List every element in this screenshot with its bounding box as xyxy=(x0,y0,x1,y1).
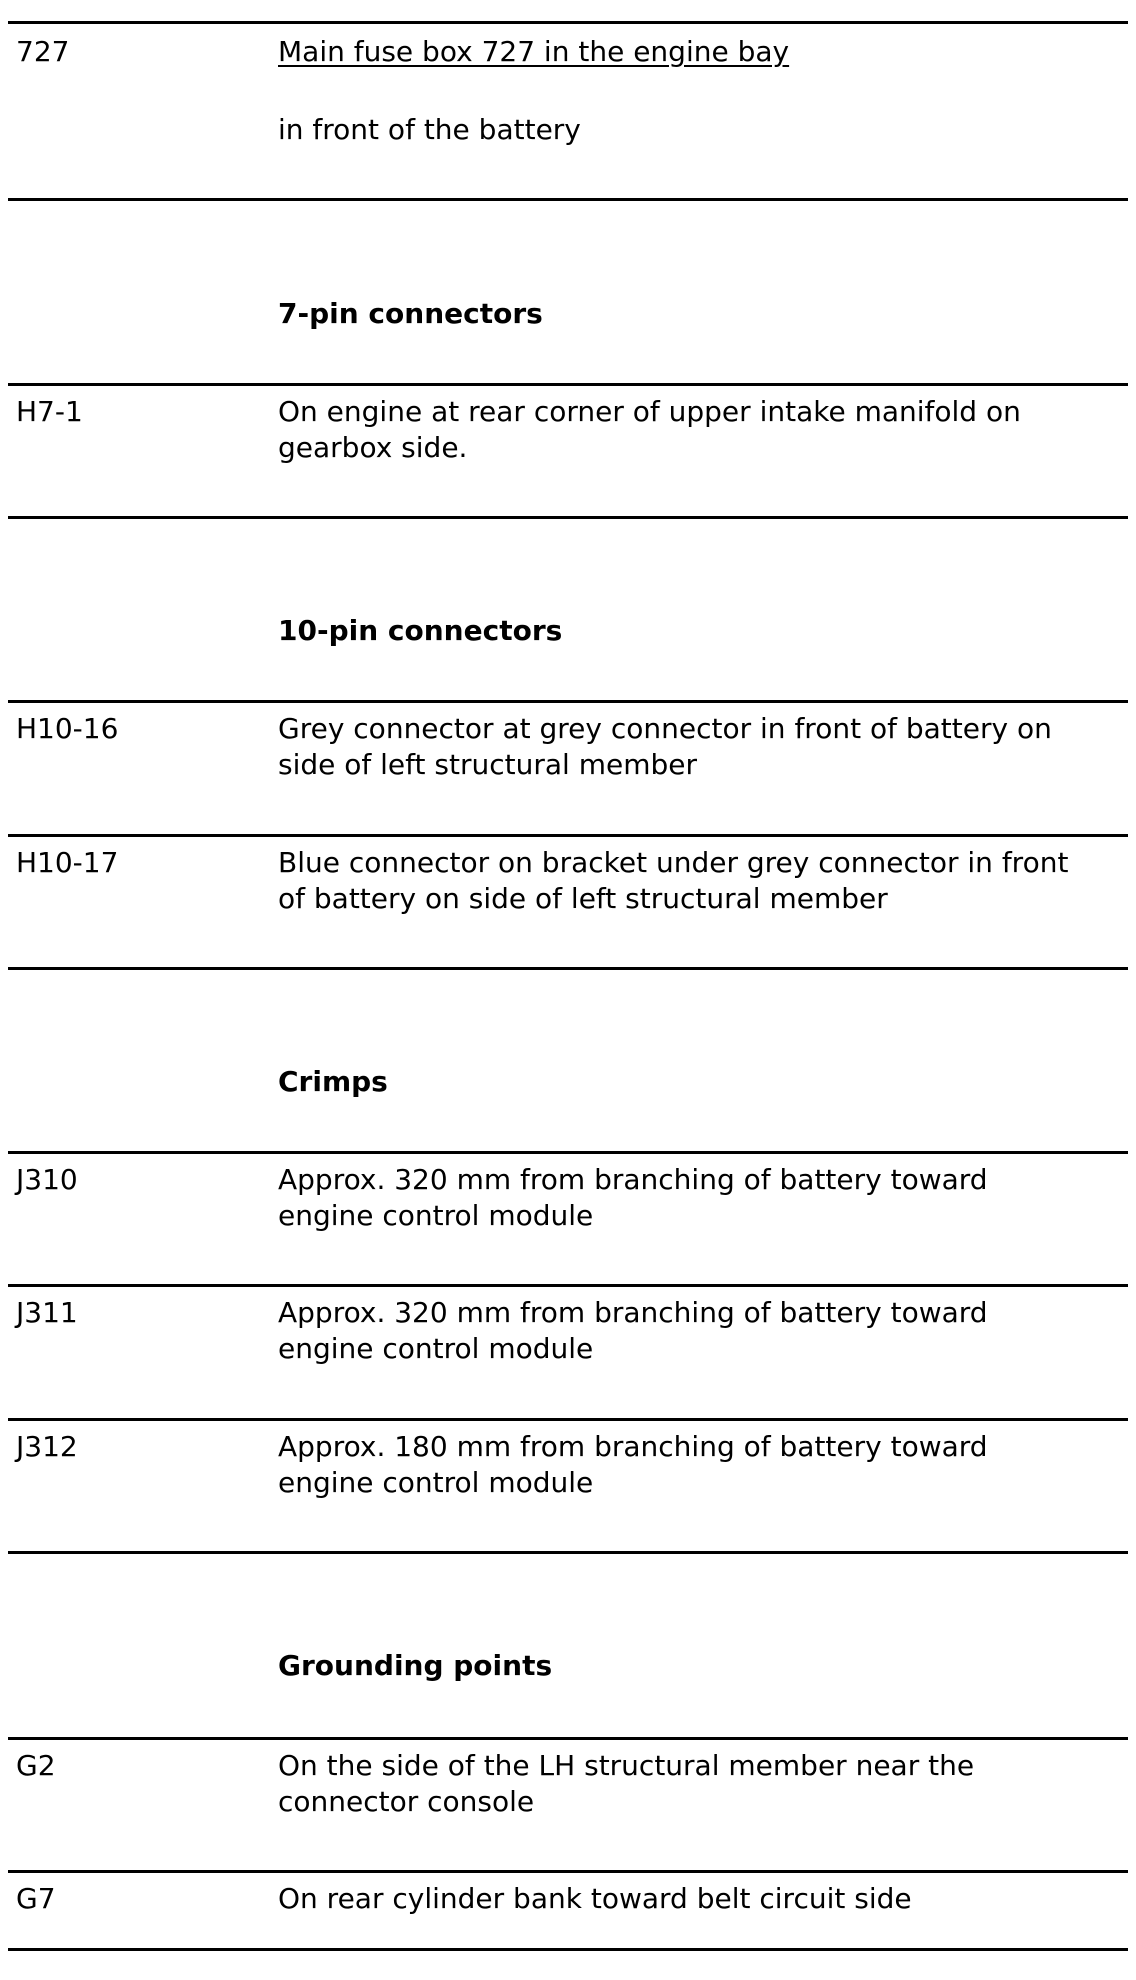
entry-desc-j310-line2: engine control module xyxy=(278,1199,594,1232)
divider-rule xyxy=(8,967,1128,970)
divider-rule xyxy=(8,1551,1128,1554)
divider-rule xyxy=(8,1870,1128,1873)
entry-desc-j311-line2: engine control module xyxy=(278,1332,594,1365)
section-heading-grounding: Grounding points xyxy=(278,1649,553,1682)
entry-desc-g2-line1: On the side of the LH structural member near the xyxy=(278,1749,975,1782)
divider-rule xyxy=(8,198,1128,201)
entry-code-h7-1: H7-1 xyxy=(16,395,83,428)
entry-desc-h7-1-line2: gearbox side. xyxy=(278,431,468,464)
entry-code-j310: J310 xyxy=(16,1163,78,1196)
section-heading-7-pin: 7-pin connectors xyxy=(278,297,543,330)
entry-code-g2: G2 xyxy=(16,1749,56,1782)
entry-desc-h10-17-line1: Blue connector on bracket under grey connector in front xyxy=(278,846,1069,879)
entry-desc-j312-line2: engine control module xyxy=(278,1466,594,1499)
section-heading-10-pin: 10-pin connectors xyxy=(278,614,563,647)
divider-rule xyxy=(8,1948,1128,1951)
entry-code-h10-17: H10-17 xyxy=(16,846,119,879)
divider-rule xyxy=(8,1151,1128,1154)
entry-desc-j311-line1: Approx. 320 mm from branching of battery toward xyxy=(278,1296,988,1329)
entry-desc-h10-16-line2: side of left structural member xyxy=(278,748,697,781)
divider-rule xyxy=(8,516,1128,519)
divider-rule xyxy=(8,1737,1128,1740)
entry-desc-h7-1-line1: On engine at rear corner of upper intake manifold on xyxy=(278,395,1021,428)
divider-rule xyxy=(8,383,1128,386)
entry-code-j311: J311 xyxy=(16,1296,78,1329)
entry-desc-g7-line1: On rear cylinder bank toward belt circuit side xyxy=(278,1882,912,1915)
entry-code-h10-16: H10-16 xyxy=(16,712,119,745)
fuse-box-note: in front of the battery xyxy=(278,113,581,146)
divider-rule xyxy=(8,834,1128,837)
entry-desc-g2-line2: connector console xyxy=(278,1785,535,1818)
entry-desc-j310-line1: Approx. 320 mm from branching of battery toward xyxy=(278,1163,988,1196)
entry-code-j312: J312 xyxy=(16,1430,78,1463)
divider-rule xyxy=(8,1418,1128,1421)
divider-rule xyxy=(8,1284,1128,1287)
entry-desc-j312-line1: Approx. 180 mm from branching of battery toward xyxy=(278,1430,988,1463)
entry-desc-h10-17-line2: of battery on side of left structural member xyxy=(278,882,888,915)
section-heading-crimps: Crimps xyxy=(278,1065,388,1098)
fuse-box-title-link[interactable]: Main fuse box 727 in the engine bay xyxy=(278,35,790,68)
entry-code-g7: G7 xyxy=(16,1882,56,1915)
divider-rule xyxy=(8,700,1128,703)
entry-code-727: 727 xyxy=(16,35,70,68)
entry-desc-h10-16-line1: Grey connector at grey connector in front of battery on xyxy=(278,712,1052,745)
divider-rule xyxy=(8,21,1128,24)
